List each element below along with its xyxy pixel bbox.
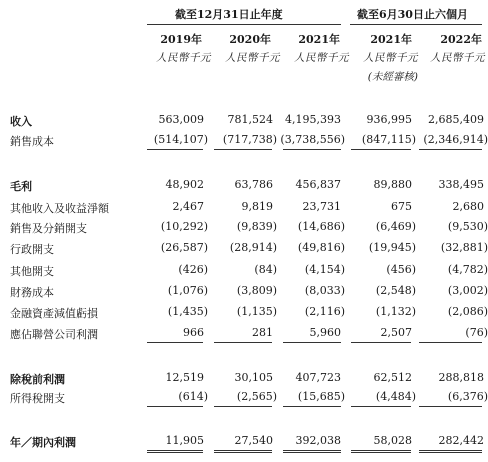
subtotal-underline [283, 406, 341, 407]
row-value: (1,135) [236, 305, 277, 318]
row-value: (14,686) [297, 220, 345, 233]
row-value: (49,816) [297, 241, 345, 254]
subtotal-underline [283, 342, 341, 343]
row-label: 所得稅開支 [10, 392, 65, 405]
row-value: (614) [178, 390, 208, 403]
row-label: 財務成本 [10, 286, 54, 299]
row-value: (4,154) [304, 263, 345, 276]
row-value: 27,540 [234, 434, 273, 447]
currency-header-5: 人民幣千元 [430, 52, 485, 64]
subtotal-underline [147, 406, 203, 407]
row-value: (456) [386, 263, 416, 276]
row-label: 除稅前利潤 [10, 373, 65, 386]
subtotal-underline [214, 406, 272, 407]
row-value: (3,738,556) [280, 133, 345, 146]
row-value: (1,076) [167, 284, 208, 297]
subtotal-underline [419, 406, 482, 407]
header-group-fiscal-year-rule [147, 24, 341, 25]
row-label: 銷售成本 [10, 135, 54, 148]
currency-header-3: 人民幣千元 [294, 52, 349, 64]
row-label: 收入 [10, 115, 32, 128]
year-header-1: 2019年 [160, 33, 202, 46]
unaudited-note: (未經審核) [367, 71, 418, 83]
row-label: 毛利 [10, 180, 32, 193]
row-value: 288,818 [438, 371, 484, 384]
row-value: 2,507 [380, 326, 412, 339]
row-value: 281 [252, 326, 273, 339]
subtotal-underline [147, 342, 203, 343]
row-value: (2,116) [304, 305, 345, 318]
row-value: 48,902 [165, 178, 204, 191]
row-value: (2,346,914) [423, 133, 488, 146]
row-value: (3,809) [236, 284, 277, 297]
row-value: (28,914) [229, 241, 277, 254]
subtotal-underline [419, 342, 482, 343]
row-value: (717,738) [222, 133, 277, 146]
row-value: (1,132) [375, 305, 416, 318]
row-value: 338,495 [438, 178, 484, 191]
row-value: 936,995 [366, 113, 412, 126]
row-value: 2,680 [452, 200, 484, 213]
row-value: 58,028 [373, 434, 412, 447]
row-value: (1,435) [167, 305, 208, 318]
row-value: (514,107) [153, 133, 208, 146]
row-value: (9,530) [447, 220, 488, 233]
row-value: 392,038 [295, 434, 341, 447]
row-label: 年／期內利潤 [10, 436, 76, 449]
row-label: 銷售及分銷開支 [10, 222, 87, 235]
row-value: (3,002) [447, 284, 488, 297]
row-value: 781,524 [227, 113, 273, 126]
subtotal-underline [283, 149, 341, 150]
row-value: (426) [178, 263, 208, 276]
row-value: (2,086) [447, 305, 488, 318]
row-value: 5,960 [309, 326, 341, 339]
row-label: 應佔聯營公司利潤 [10, 328, 98, 341]
row-value: (8,033) [304, 284, 345, 297]
row-value: 63,786 [234, 178, 273, 191]
row-value: (847,115) [361, 133, 416, 146]
row-label: 其他收入及收益淨額 [10, 202, 109, 215]
row-label: 金融資產減值虧損 [10, 307, 98, 320]
row-value: 563,009 [158, 113, 204, 126]
row-value: 407,723 [295, 371, 341, 384]
row-value: 89,880 [373, 178, 412, 191]
row-value: 12,519 [165, 371, 204, 384]
subtotal-underline [147, 149, 203, 150]
total-double-underline [147, 450, 203, 453]
row-value: (19,945) [368, 241, 416, 254]
total-double-underline [419, 450, 482, 453]
row-value: 62,512 [373, 371, 412, 384]
row-value: (26,587) [160, 241, 208, 254]
header-group-six-months-rule [350, 24, 482, 25]
year-header-3: 2021年 [298, 33, 340, 46]
subtotal-underline [419, 149, 482, 150]
year-header-4: 2021年 [370, 33, 412, 46]
row-label: 行政開支 [10, 243, 54, 256]
row-value: 4,195,393 [285, 113, 341, 126]
row-value: (9,839) [236, 220, 277, 233]
row-value: (32,881) [440, 241, 488, 254]
row-value: (6,469) [375, 220, 416, 233]
year-header-5: 2022年 [440, 33, 482, 46]
currency-header-4: 人民幣千元 [363, 52, 418, 64]
row-label: 其他開支 [10, 265, 54, 278]
row-value: 23,731 [302, 200, 341, 213]
header-group-fiscal-year: 截至12月31日止年度 [175, 8, 283, 21]
total-double-underline [214, 450, 272, 453]
subtotal-underline [351, 342, 411, 343]
subtotal-underline [351, 406, 411, 407]
row-value: 30,105 [234, 371, 273, 384]
total-double-underline [351, 450, 411, 453]
currency-header-2: 人民幣千元 [225, 52, 280, 64]
row-value: 456,837 [295, 178, 341, 191]
row-value: (4,782) [447, 263, 488, 276]
subtotal-underline [214, 149, 272, 150]
row-value: (6,376) [447, 390, 488, 403]
row-value: 11,905 [165, 434, 204, 447]
row-value: (4,484) [375, 390, 416, 403]
row-value: (2,565) [236, 390, 277, 403]
year-header-2: 2020年 [229, 33, 271, 46]
total-double-underline [283, 450, 341, 453]
row-value: 9,819 [241, 200, 273, 213]
subtotal-underline [351, 149, 411, 150]
row-value: (76) [465, 326, 488, 339]
row-value: (84) [254, 263, 277, 276]
row-value: (10,292) [160, 220, 208, 233]
subtotal-underline [214, 342, 272, 343]
row-value: 2,685,409 [428, 113, 484, 126]
row-value: 282,442 [438, 434, 484, 447]
row-value: 2,467 [172, 200, 204, 213]
header-group-six-months: 截至6月30日止六個月 [357, 8, 468, 21]
row-value: (2,548) [375, 284, 416, 297]
row-value: 966 [183, 326, 204, 339]
currency-header-1: 人民幣千元 [156, 52, 211, 64]
row-value: 675 [391, 200, 412, 213]
row-value: (15,685) [297, 390, 345, 403]
